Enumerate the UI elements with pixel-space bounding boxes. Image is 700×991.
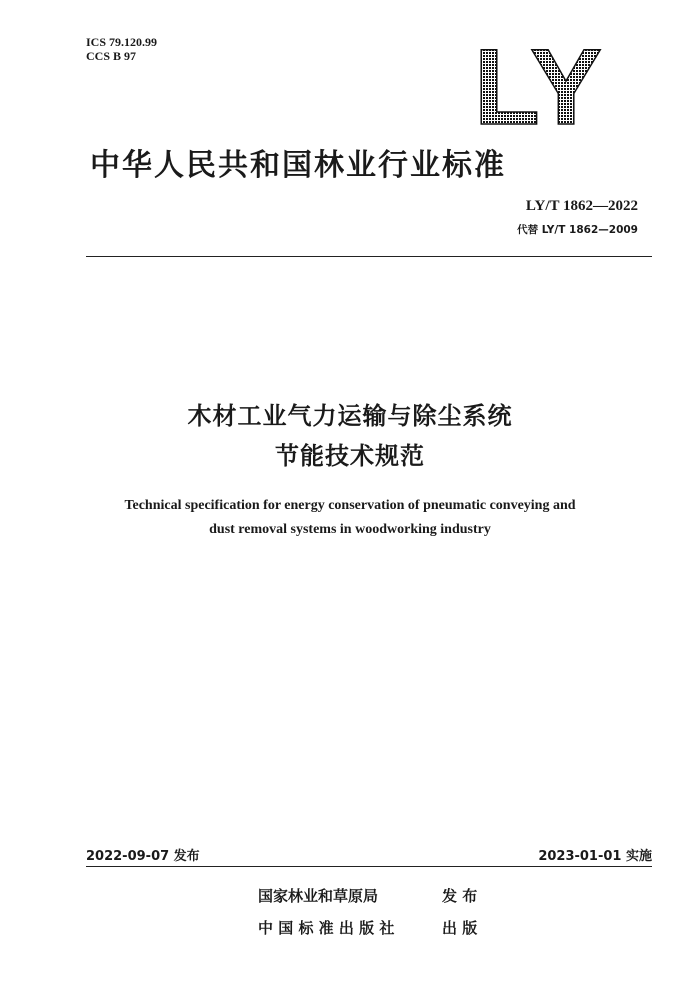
header-divider [86, 256, 652, 257]
title-en-line2: dust removal systems in woodworking industry [209, 522, 491, 537]
ccs-code: CCS B 97 [86, 49, 137, 63]
implementation-date: 2023-01-01 实施 [538, 849, 652, 864]
standard-code: LY/T 1862—2022 [525, 198, 638, 214]
title-en [40, 494, 660, 542]
standard-category-title: 中华人民共和国林业行业标准 [90, 148, 506, 183]
publisher-name: 中 国 标 准 出 版 社 [258, 919, 395, 937]
publisher-role: 出 版 [442, 919, 478, 937]
issue-date: 2022-09-07 发布 [86, 849, 200, 864]
replaced-standard: 代替 LY/T 1862—2009 [517, 224, 638, 236]
title-cn-line2: 节能技术规范 [275, 442, 425, 470]
issuer-role: 发 布 [442, 887, 478, 905]
ics-code: ICS 79.120.99 [86, 35, 158, 49]
title-en-line1: Technical specification for energy conservation of pneumatic conveying and [124, 498, 576, 513]
title-cn-line1: 木材工业气力运输与除尘系统 [187, 402, 513, 430]
ly-logo [474, 46, 604, 126]
ly-logo-text: LY [474, 46, 602, 126]
footer-divider [86, 866, 652, 867]
issuer-name: 国家林业和草原局 [258, 887, 379, 905]
classification-codes [86, 35, 157, 63]
